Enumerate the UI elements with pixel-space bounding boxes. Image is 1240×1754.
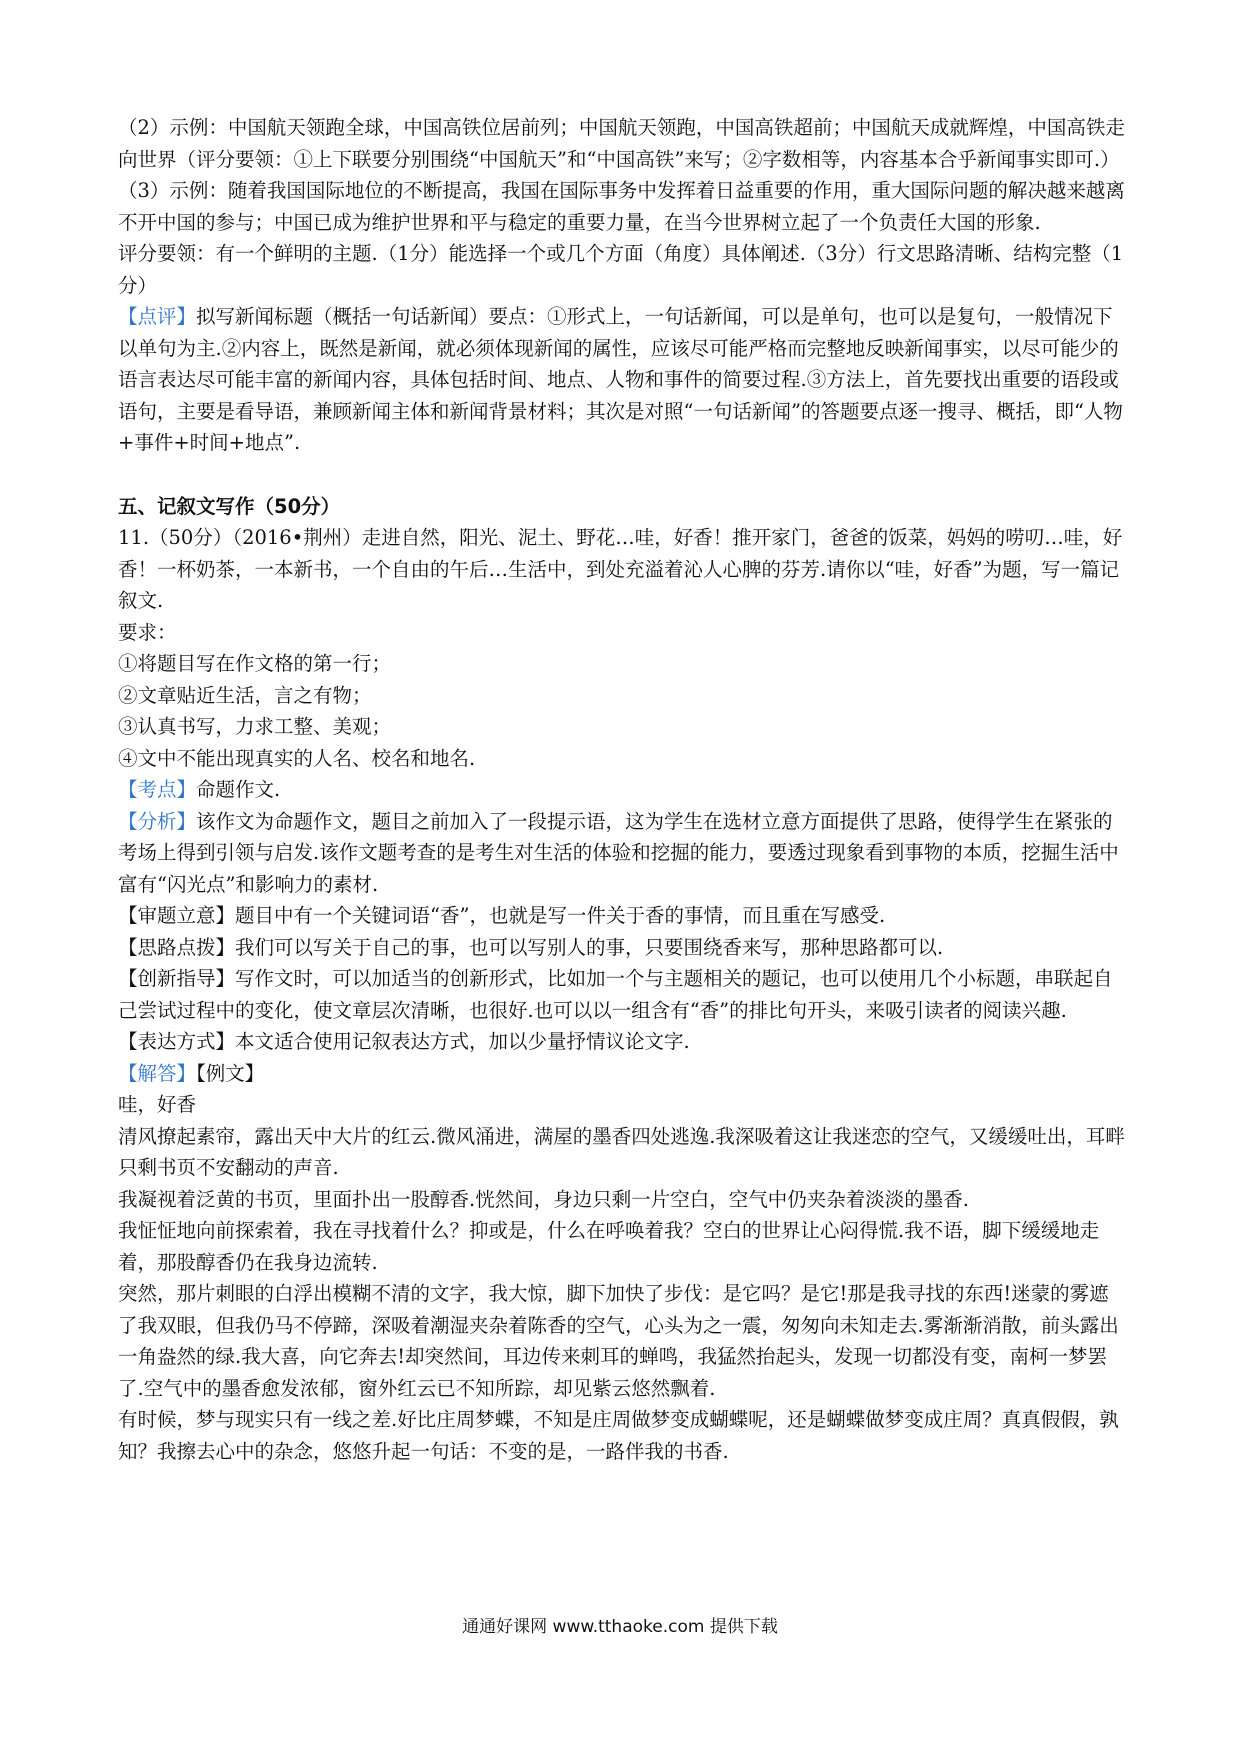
- requirement-item: ①将题目写在作文格的第一行；: [118, 652, 392, 675]
- jieda-tag: 【解答】: [118, 1061, 197, 1085]
- biaoda-paragraph: 【表达方式】本文适合使用记叙表达方式，加以少量抒情议论文字.: [118, 1030, 690, 1053]
- shenti-paragraph: 【审题立意】题目中有一个关键词语“香”，也就是写一件关于香的事情，而且重在写感受.: [118, 904, 886, 927]
- chuangxin-paragraph: 【创新指导】写作文时，可以加适当的创新形式，比如加一个与主题相关的题记，也可以使用几个小标题，串联起自己尝试过程中的变化，使文章层次清晰，也很好.也可以以一组含有“香”的排比句开头，来吸引读者的阅读兴趣.: [118, 967, 1113, 1022]
- jieda-paragraph: [118, 1058, 1128, 1090]
- requirement-item: ②文章贴近生活，言之有物；: [118, 683, 372, 707]
- requirement-item: ③认真书写，力求工整、美观；: [118, 715, 392, 738]
- fenxi-tag: 【分析】: [118, 809, 197, 833]
- kaodian-text: 命题作文.: [196, 778, 281, 801]
- page-footer: 通通好课网 www.tthaoke.com 提供下载: [462, 1617, 778, 1637]
- essay-paragraph: 我怔怔地向前探索着，我在寻找着什么？抑或是，什么在呼唤着我？空白的世界让心闷得慌.我不语，脚下缓缓地走着，那股醇香仍在我身边流转.: [118, 1219, 1100, 1274]
- requirements-label: 要求：: [118, 620, 177, 644]
- answer-part-3: （3）示例：随着我国国际地位的不断提高，我国在国际事务中发挥着日益重要的作用，重大国际问题的解决越来越离不开中国的参与；中国已成为维护世界和平与稳定的重要力量，在当今世界树立起了一个负责任大国的形象.: [118, 179, 1125, 234]
- essay-paragraph: 有时候，梦与现实只有一线之差.好比庄周梦蝶，不知是庄周做梦变成蝴蝶呢，还是蝴蝶做梦变成庄周？真真假假，孰知？我擦去心中的杂念，悠悠升起一句话：不变的是，一路伴我的书香.: [118, 1408, 1119, 1463]
- fenxi-paragraph: [118, 806, 1128, 901]
- essay-title: 哇，好香: [118, 1093, 197, 1116]
- silu-paragraph: 【思路点拨】我们可以写关于自己的事，也可以写别人的事，只要围绕香来写，那种思路都可以.: [118, 935, 944, 959]
- comment-paragraph: [118, 301, 1128, 459]
- comment-tag: 【点评】: [118, 305, 197, 328]
- scoring-criteria: 评分要领：有一个鲜明的主题.（1分）能选择一个或几个方面（角度）具体阐述.（3分）行文思路清晰、结构完整（1分）: [118, 242, 1124, 297]
- answer-part-2: （2）示例：中国航天领跑全球，中国高铁位居前列；中国航天领跑，中国高铁超前；中国航天成就辉煌，中国高铁走向世界（评分要领：①上下联要分别围绕“中国航天”和“中国高铁”来写；②字数相等，内容基本合乎新闻事实即可.）: [118, 116, 1125, 171]
- essay-paragraph: 清风撩起素帘，露出天中大片的红云.微风涌进，满屋的墨香四处逃逸.我深吸着这让我迷恋的空气，又缓缓吐出，耳畔只剩书页不安翻动的声音.: [118, 1124, 1125, 1179]
- section-heading: 五、记叙文写作（50分）: [118, 494, 341, 518]
- kaodian-tag: 【考点】: [118, 778, 197, 801]
- document-body: [118, 112, 1128, 1467]
- jieda-text: 【例文】: [196, 1061, 265, 1085]
- fenxi-text: 该作文为命题作文，题目之前加入了一段提示语，这为学生在选材立意方面提供了思路，使得学生在紧张的考场上得到引领与启发.该作文题考查的是考生对生活的体验和挖掘的能力，要透过现象看到事物的本质，挖掘生活中富有“闪光点”和影响力的素材.: [118, 809, 1119, 896]
- question-text: 11.（50分）（2016•荆州）走进自然，阳光、泥土、野花…哇，好香！推开家门，爸爸的饭菜，妈妈的唠叨…哇，好香！一杯奶茶，一本新书，一个自由的午后…生活中，到处充溢着沁人心脾的芬芳.请你以“哇，好香”为题，写一篇记叙文.: [118, 526, 1123, 612]
- comment-text: 拟写新闻标题（概括一句话新闻）要点：①形式上，一句话新闻，可以是单句，也可以是复句，一般情况下以单句为主.②内容上，既然是新闻，就必须体现新闻的属性，应该尽可能严格而完整地反映新闻事实，以尽可能少的语言表达尽可能丰富的新闻内容，具体包括时间、地点、人物和事件的简要过程.③方法上，首先要找出重要的语段或语句，主要是看导语，兼顾新闻主体和新闻背景材料；其次是对照“一句话新闻”的答题要点逐一搜寻、概括，即“人物+事件+时间+地点”.: [118, 305, 1123, 454]
- essay-paragraph: 我凝视着泛黄的书页，里面扑出一股醇香.恍然间，身边只剩一片空白，空气中仍夹杂着淡淡的墨香.: [118, 1187, 969, 1211]
- section-gap: [118, 459, 1128, 491]
- requirement-item: ④文中不能出现真实的人名、校名和地名.: [118, 746, 476, 770]
- essay-paragraph: 突然，那片刺眼的白浮出模糊不清的文字，我大惊，脚下加快了步伐：是它吗？是它!那是我寻找的东西!迷蒙的雾遮了我双眼，但我仍马不停蹄，深吸着潮湿夹杂着陈香的空气，心头为之一震，匆匆向未知走去.雾渐渐消散，前头露出一角盎然的绿.我大喜，向它奔去!却突然间，耳边传来刺耳的蝉鸣，我猛然抬起头，发现一切都没有变，南柯一梦罢了.空气中的墨香愈发浓郁，窗外红云已不知所踪，却见紫云悠然飘着.: [118, 1282, 1119, 1400]
- kaodian-paragraph: [118, 774, 1128, 806]
